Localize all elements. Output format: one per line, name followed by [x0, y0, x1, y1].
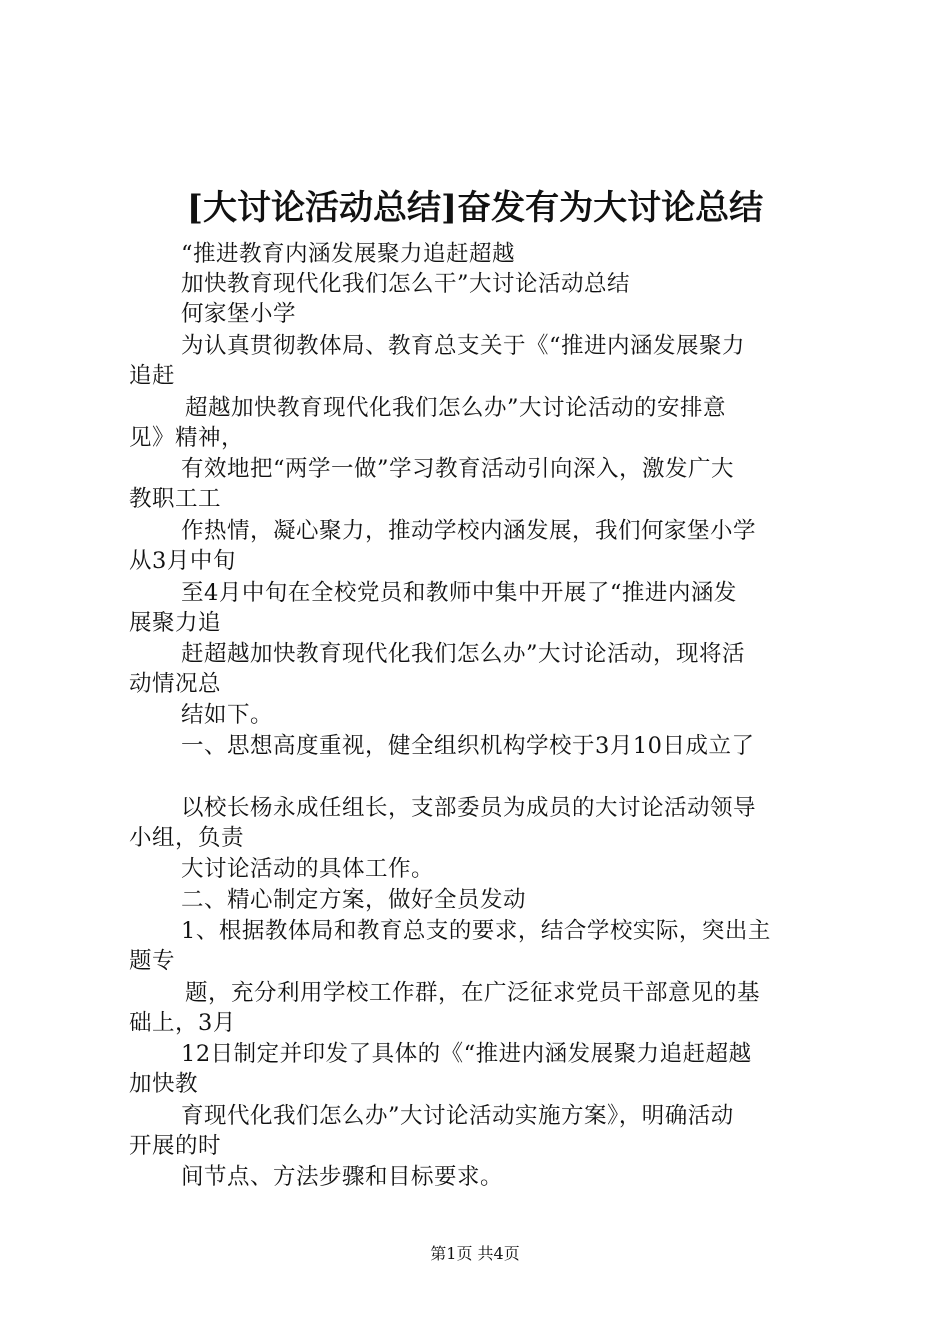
body-line: 动情况总 [129, 671, 222, 697]
body-line: 何家堡小学 [181, 301, 297, 327]
body-line: 以校长杨永成任组长，支部委员为成员的大讨论活动领导 [181, 795, 757, 821]
body-line: 二、精心制定方案，做好全员发动 [181, 887, 527, 913]
body-line: 赶超越加快教育现代化我们怎么办”大讨论活动，现将活 [181, 641, 746, 667]
body-line: 结如下。 [181, 702, 274, 728]
body-line: 追赶 [129, 363, 176, 389]
body-line: 一、思想高度重视，健全组织机构学校于3月10日成立了 [181, 733, 755, 759]
body-line: 题，充分利用学校工作群，在广泛征求党员干部意见的基 [185, 980, 761, 1006]
document-title: [大讨论活动总结]奋发有为大讨论总结 [186, 188, 764, 228]
body-line: 12日制定并印发了具体的《“推进内涵发展聚力追赶超越 [181, 1041, 752, 1067]
body-line: 小组，负责 [129, 825, 245, 851]
body-line: 超越加快教育现代化我们怎么办”大讨论活动的安排意 [185, 395, 727, 421]
body-line: 教职工工 [129, 486, 222, 512]
body-line: 1、根据教体局和教育总支的要求，结合学校实际，突出主 [181, 918, 771, 944]
page-footer: 第1页 共4页 [430, 1244, 520, 1263]
body-line: 至4月中旬在全校党员和教师中集中开展了“推进内涵发 [181, 580, 737, 606]
body-line: 大讨论活动的具体工作。 [181, 856, 435, 882]
body-line: 有效地把“两学一做”学习教育活动引向深入，激发广大 [181, 456, 735, 482]
body-line: 见》精神， [129, 425, 245, 451]
body-line: 育现代化我们怎么办”大讨论活动实施方案》，明确活动 [181, 1103, 734, 1129]
body-line: 加快教育现代化我们怎么干”大讨论活动总结 [181, 271, 631, 297]
body-line: 础上，3月 [129, 1010, 236, 1036]
body-line: 加快教 [129, 1071, 199, 1097]
body-line: 从3月中旬 [129, 548, 236, 574]
body-line: 为认真贯彻教体局、教育总支关于《“推进内涵发展聚力 [181, 333, 746, 359]
body-line: 题专 [129, 948, 176, 974]
body-line: 展聚力追 [129, 610, 222, 636]
body-line: 作热情，凝心聚力，推动学校内涵发展，我们何家堡小学 [181, 518, 757, 544]
body-line: “推进教育内涵发展聚力追赶超越 [181, 241, 516, 267]
body-line: 间节点、方法步骤和目标要求。 [181, 1164, 504, 1190]
body-line: 开展的时 [129, 1133, 222, 1159]
